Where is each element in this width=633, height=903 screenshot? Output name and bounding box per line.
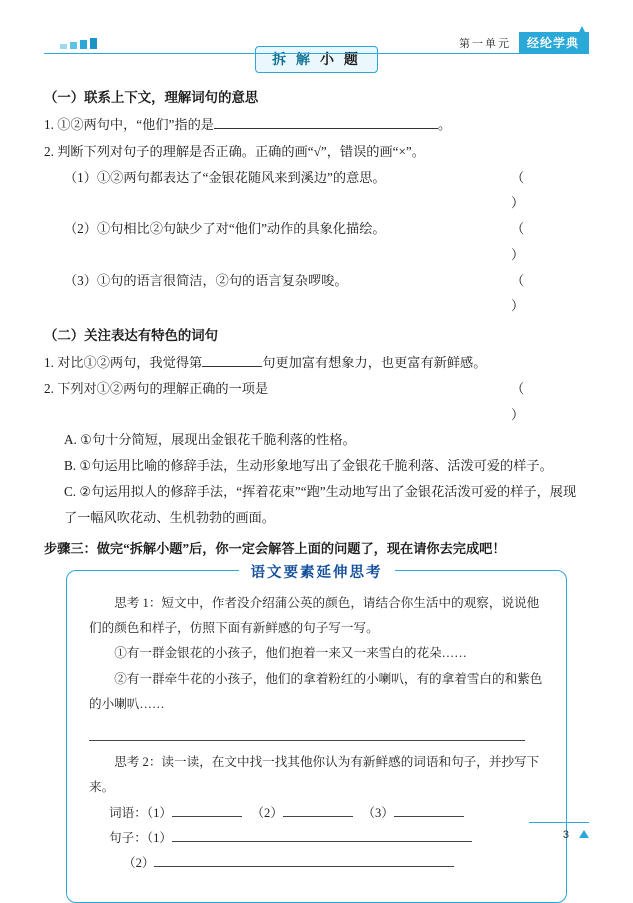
part-two-question-1: [44, 350, 589, 376]
decorative-squares-icon: [60, 38, 97, 49]
ciyu-item-1: （1）: [146, 805, 172, 820]
p2q2-answer[interactable]: （ ）: [511, 380, 545, 422]
judge-item-1-answer[interactable]: （ ）: [511, 169, 545, 211]
header-rule: [44, 53, 589, 54]
p2q1-text-b: 句更加富有想象力，也更富有新鲜感。: [262, 355, 487, 371]
page-number: 3: [562, 829, 569, 841]
p2q1-answer-blank[interactable]: [202, 366, 262, 367]
think1-example-1: ①有一群金银花的小孩子，他们抱着一来又一来雪白的花朵……: [114, 646, 467, 661]
option-b[interactable]: B. ①句运用比喻的修辞手法，生动形象地写出了金银花千脆利落、活泼可爱的样子。: [64, 458, 553, 474]
ciyu-blank-2[interactable]: [283, 816, 353, 817]
think1-write-blank[interactable]: [89, 725, 544, 750]
q1-answer-blank[interactable]: [214, 128, 438, 129]
q1-period: 。: [437, 117, 452, 133]
footer-triangle-icon: [579, 830, 589, 838]
chip-right-text: 小 题: [319, 51, 361, 67]
judge-item-3-answer[interactable]: （ ）: [511, 272, 545, 314]
judge-item-3: [44, 268, 589, 319]
content: [44, 85, 589, 903]
judge-item-3-text: （3）①句的语言很简洁，②句的语言复杂啰唆。: [64, 272, 348, 288]
extension-box-title: 语文要素延伸思考: [239, 559, 395, 587]
part-one-heading: （一）联系上下文，理解词句的意思: [44, 90, 259, 105]
juzi-item-2: （2）: [123, 855, 155, 870]
juzi-blank-2[interactable]: [154, 866, 454, 867]
part-two-question-2: [44, 376, 589, 427]
extension-box: [66, 565, 567, 903]
header-right: [459, 32, 589, 53]
ciyu-label: 词语：: [109, 805, 147, 820]
ciyu-item-2: （2）: [251, 805, 283, 820]
unit-label: 第一单元: [458, 38, 511, 50]
q1-text: 1. ①②两句中，“他们”指的是: [44, 117, 214, 133]
ciyu-blank-3[interactable]: [394, 816, 464, 817]
option-a[interactable]: A. ①句十分简短，展现出金银花千脆利落的性格。: [64, 432, 356, 448]
juzi-row-1: [89, 826, 544, 851]
judge-item-1: [44, 165, 589, 216]
ciyu-blank-1[interactable]: [172, 816, 242, 817]
juzi-item-1: （1）: [146, 830, 172, 845]
page-footer: [529, 822, 589, 843]
ciyu-row: [89, 801, 544, 826]
step-three-text: 步骤三：做完“拆解小题”后，你一定会解答上面的问题了，现在请你去完成吧！: [44, 541, 506, 557]
spacer: [89, 717, 544, 725]
judge-item-2-answer[interactable]: （ ）: [511, 221, 545, 262]
judge-item-2-text: （2）①句相比②句缺少了对“他们”动作的具象化描绘。: [64, 221, 386, 237]
juzi-row-2: [89, 851, 544, 876]
page-header: [0, 26, 633, 56]
judge-item-2: [44, 216, 589, 267]
option-c[interactable]: C. ②句运用拟人的修辞手法，“挥着花束”“跑”生动地写出了金银花活泼可爱的样子，展现了一幅风吹花动、生机勃勃的画面。: [64, 483, 577, 525]
extension-box-body: [89, 591, 544, 876]
part-two-heading: （二）关注表达有特色的词句: [44, 328, 219, 344]
juzi-label: 句子：: [109, 830, 147, 845]
chip-left-text: 拆 解: [272, 51, 314, 67]
think1-lead: 思考 1：短文中，作者没介绍蒲公英的颜色，请结合你生活中的观察，说说他们的颜色和样子，仿照下面有新鲜感的句子写一写。: [89, 596, 540, 636]
ciyu-item-3: （3）: [362, 805, 394, 820]
juzi-blank-1[interactable]: [172, 841, 472, 842]
part-one-question-2: 2. 判断下列对句子的理解是否正确。正确的画“√”，错误的画“×”。: [44, 143, 425, 159]
footer-rule: [529, 822, 589, 823]
think1-example-2: ②有一群牵牛花的小孩子，他们的拿着粉红的小喇叭，有的拿着雪白的和紫色的小喇叭……: [89, 671, 543, 711]
p2q1-text-a: 1. 对比①②两句，我觉得第: [44, 355, 203, 371]
brand-label: 经纶学典: [519, 32, 589, 53]
part-one-question-1: [44, 112, 589, 138]
judge-item-1-text: （1）①②两句都表达了“金银花随风来到溪边”的意思。: [64, 169, 386, 185]
p2q2-text: 2. 下列对①②两句的理解正确的一项是: [44, 380, 269, 396]
think2-lead: 思考 2：读一读，在文中找一找其他你认为有新鲜感的词语和句子，并抄写下来。: [89, 755, 540, 795]
